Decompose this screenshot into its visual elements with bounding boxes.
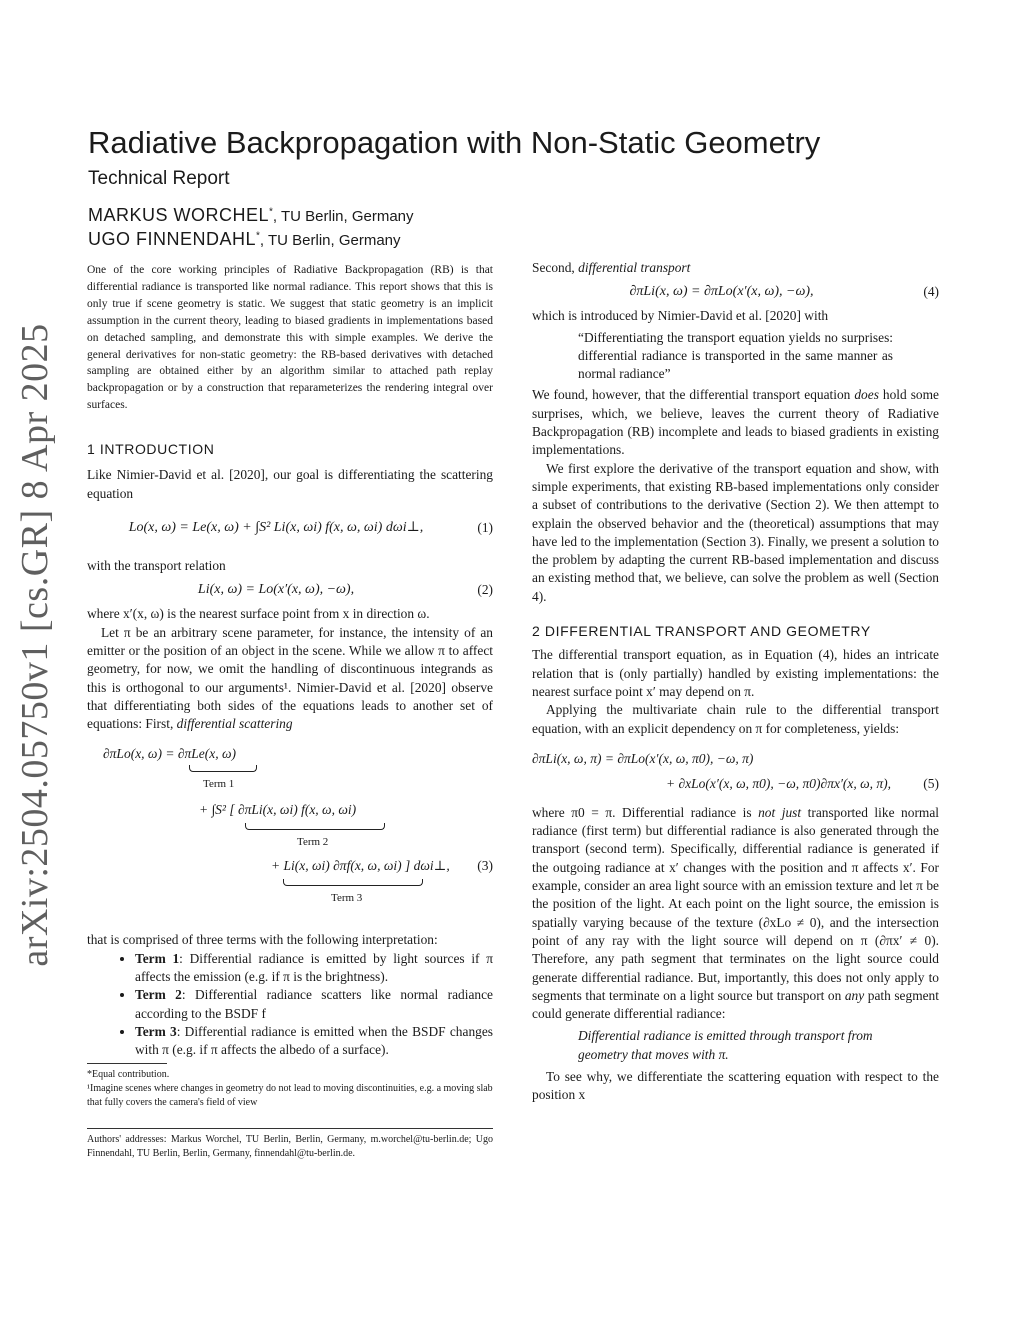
equation-body: Lo(x, ω) = Le(x, ω) + ∫S² Li(x, ωi) f(x, ω, ωi) dωi⊥, — [128, 520, 424, 536]
paper-title: Radiative Backpropagation with Non-Static Geometry — [88, 125, 821, 160]
address-rule — [87, 1128, 493, 1129]
paragraph-text: Second, — [532, 260, 575, 275]
equation-line: + Li(x, ωi) ∂πf(x, ω, ωi) ] dωi⊥, — [271, 858, 450, 874]
equation-2 — [87, 575, 493, 605]
intro-paragraph-4 — [87, 624, 493, 734]
equation-1 — [87, 505, 493, 557]
quotation: “Differentiating the transport equation yields no surprises: differential radiance is transported in the same manner as normal radiance” — [578, 329, 893, 382]
author-name: MARKUS WORCHEL — [88, 205, 270, 225]
statement-quote: Differential radiance is emitted through transport from geometry that moves with π. — [578, 1028, 873, 1062]
right-column — [532, 259, 939, 1105]
right-paragraph-3 — [532, 386, 939, 459]
equation-body: Li(x, ω) = Lo(x′(x, ω), −ω), — [197, 582, 355, 598]
sec2-paragraph-4: To see why, we differentiate the scattering equation with respect to the position x — [532, 1068, 939, 1103]
footnote-rule — [87, 1063, 167, 1064]
underbrace — [245, 823, 385, 830]
list-item — [135, 950, 493, 987]
author-mark: * — [256, 230, 260, 242]
paragraph-text: We found, however, that the differential transport equation — [532, 387, 851, 403]
arxiv-id: arXiv:2504.05750v1 [cs.GR] 8 Apr 2025 — [14, 323, 56, 967]
paragraph-text: transported like normal radiance (first term) but differential radiance is also generated through the transport (second term). Specifically, differential radiance is generated if the outgoing radiance at x′ changes with the position and π affects x′. For example, consider an area light source with an emission texture and let π be the position of the light. At each point on the light source, the emission is spatially varying because of the texture (∂xLo ≠ 0), and the intersection point of any ray with the light source will depend on π (∂πx′ ≠ 0). Therefore, any path segment that terminates on the light source could generate differential radiance. But, importantly, this does not only apply to segments that terminate on a light source but transport on — [532, 804, 939, 1003]
section-1-heading: 1 INTRODUCTION — [87, 441, 215, 458]
abstract: One of the core working principles of Radiative Backpropagation (RB) is that differential radiance is transported like normal radiance. This report shows that this is only true if scene geometry is static. We suggest that static geometry is an implicit assumption in the current theory, leading to biased gradients in implementations based on detached sampling, and demonstrate this with simple examples. We derive the general derivatives for non-static geometry: the RB-based derivatives with detached sampling are obtained either by an algorithm similar to attached path replay backpropagation or by a construction that reparameterizes the rendering integral over surfaces. — [87, 264, 493, 412]
emphasis-text: differential transport — [578, 260, 691, 275]
footnote-1: ¹Imagine scenes where changes in geometry do not lead to moving discontinuities, e.g. a moving slab that fully covers the camera's field of view — [87, 1083, 493, 1108]
equation-3 — [87, 739, 493, 931]
term-text: : Differential radiance is emitted by light sources if π affects the emission (e.g. if π is the brightness). — [135, 950, 493, 985]
term-text: : Differential radiance is emitted when the BSDF changes with π (e.g. if π affects the albedo of a surface). — [135, 1023, 493, 1058]
equation-line: + ∂xLo(x′(x, ω, π0), −ω, π0)∂πx′(x, ω, π), — [666, 775, 892, 791]
sec2-paragraph-3 — [532, 804, 939, 1024]
terms-list — [87, 950, 493, 1060]
left-column — [87, 262, 493, 1060]
term-label: Term 2 — [297, 836, 329, 849]
arxiv-stamp — [10, 323, 60, 967]
emphasis-text: does — [854, 387, 879, 403]
equation-number: (2) — [477, 582, 493, 598]
paragraph-text: where π0 = π. Differential radiance is — [532, 804, 752, 820]
paper-subtitle: Technical Report — [88, 168, 230, 189]
right-paragraph-4: We first explore the derivative of the transport equation and show, with simple experiments, that existing RB-based implementations only consider a subset of contributions to the derivative (Section 2). We then attempt to explain the observed behavior and the (theoretical) assumptions that may have led to the implementation (Section 3). Finally, we present a solution to the problem by adapting the current RB-based implementation and discuss an existing method that, we believe, can solve the problem as well (Section 4). — [532, 460, 939, 604]
equation-line: ∂πLo(x, ω) = ∂πLe(x, ω) — [103, 746, 237, 762]
term-label: Term 1 — [203, 778, 235, 791]
underbrace — [189, 765, 257, 772]
list-item — [135, 986, 493, 1023]
paragraph-text: path segment could generate differential radiance: — [532, 987, 939, 1022]
term-text: : Differential radiance scatters like normal radiance according to the BSDF f — [135, 987, 493, 1021]
sec2-paragraph-2: Applying the multivariate chain rule to the differential transport equation, with an explicit dependency on π for completeness, yields: — [532, 702, 939, 736]
paragraph-text: hold some surprises, which, we believe, leaves the current theory of Radiative Backpropagation (RB) incomplete and leads to biased gradients in existing implementations. — [532, 387, 939, 458]
emphasis-text: differential scattering — [176, 716, 293, 732]
right-paragraph-2: which is introduced by Nimier-David et al. [2020] with — [532, 308, 829, 324]
footnotes — [87, 1068, 493, 1110]
right-paragraph-1 — [532, 259, 939, 277]
underbrace — [283, 879, 423, 886]
author-addresses: Authors' addresses: Markus Worchel, TU Berlin, Berlin, Germany, m.worchel@tu-berlin.de; Ugo Finnendahl, TU Berlin, Berlin, Germany, finnendahl@tu-berlin.de. — [87, 1134, 493, 1159]
footnote-equal: *Equal contribution. — [87, 1069, 170, 1080]
term-name: Term 2 — [135, 987, 182, 1003]
list-item — [135, 1023, 493, 1060]
equation-5 — [532, 738, 939, 804]
author-affiliation: , TU Berlin, Germany — [272, 208, 414, 225]
author-affiliation: , TU Berlin, Germany — [259, 232, 401, 249]
intro-paragraph-3: where x′(x, ω) is the nearest surface point from x in direction ω. — [87, 606, 430, 622]
intro-paragraph-5: that is comprised of three terms with the following interpretation: — [87, 932, 438, 948]
equation-number: (5) — [923, 775, 939, 791]
term-name: Term 1 — [135, 950, 180, 966]
equation-body: ∂πLi(x, ω) = ∂πLo(x′(x, ω), −ω), — [629, 284, 814, 300]
paragraph-text: Let π be an arbitrary scene parameter, for instance, the intensity of an emitter or the position of an object in the scene. While we allow π to affect geometry, for now, we omit the handling of discontinuous integrands as this is orthogonal to our arguments¹. Nimier-David et al. [2020] observe that differentiating both sides of the equations leads to another set of equations: First, — [87, 624, 493, 732]
sec2-paragraph-1: The differential transport equation, as in Equation (4), hides an intricate relation that is (only partially) handled by existing implementations: the nearest surface point x′ may depend on π. — [532, 647, 939, 699]
equation-line: ∂πLi(x, ω, π) = ∂πLo(x′(x, ω, π0), −ω, π) — [532, 750, 754, 766]
author-1 — [88, 205, 414, 226]
author-mark: * — [269, 206, 273, 218]
author-name: UGO FINNENDAHL — [88, 229, 257, 249]
emphasis-text: any — [844, 987, 865, 1003]
intro-paragraph-2: with the transport relation — [87, 558, 226, 574]
term-name: Term 3 — [135, 1023, 177, 1039]
section-2-heading: 2 DIFFERENTIAL TRANSPORT AND GEOMETRY — [532, 623, 871, 640]
term-label: Term 3 — [331, 892, 363, 905]
equation-number: (3) — [477, 858, 493, 874]
equation-line: + ∫S² [ ∂πLi(x, ωi) f(x, ω, ωi) — [199, 802, 357, 818]
author-2 — [88, 229, 401, 250]
equation-number: (4) — [923, 284, 939, 300]
intro-paragraph-1: Like Nimier-David et al. [2020], our goal is differentiating the scattering equation — [87, 467, 493, 501]
emphasis-text: not just — [758, 804, 802, 820]
equation-number: (1) — [477, 520, 493, 536]
equation-4 — [532, 277, 939, 307]
